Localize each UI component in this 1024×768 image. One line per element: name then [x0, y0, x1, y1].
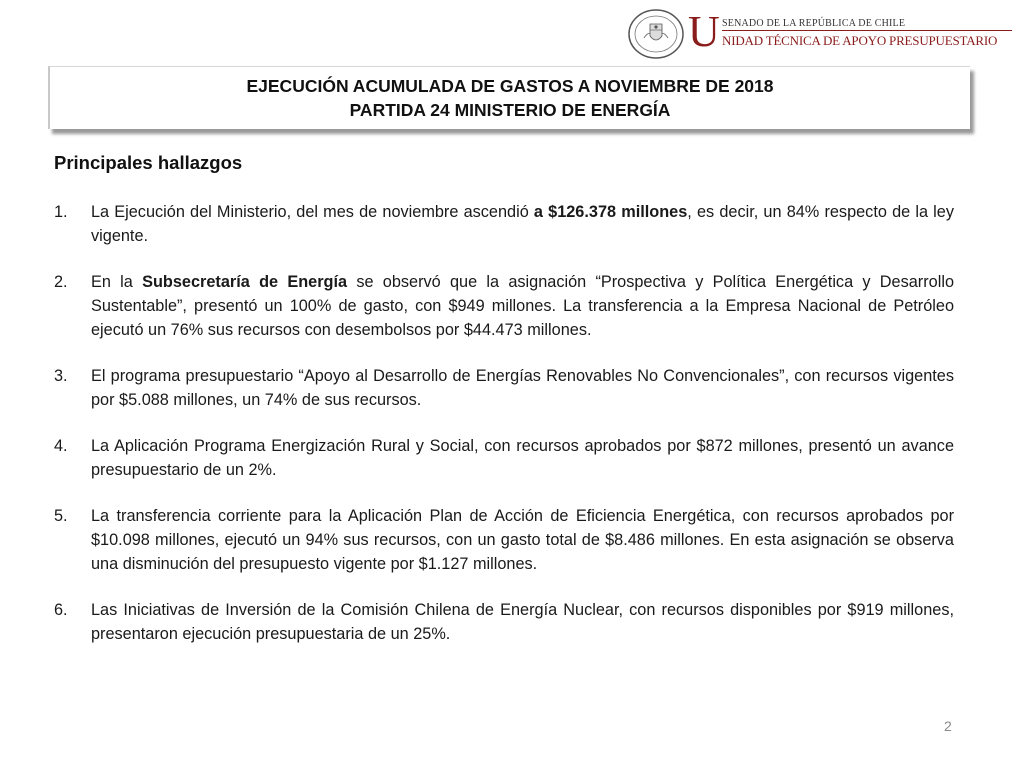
finding-item: [54, 598, 954, 646]
finding-text: La transferencia corriente para la Aplicación Plan de Acción de Eficiencia Energética, con recursos aprobados por $10.098 millones, ejecutó un 94% sus recursos, con un gasto total de $8.486 millones. En esta asignación se observa una disminución del presupuesto vigente por $1.127 millones.: [91, 507, 954, 573]
finding-number: 5.: [54, 507, 68, 525]
finding-number: 2.: [54, 273, 68, 291]
finding-emphasis: a $126.378 millones: [533, 203, 688, 221]
senate-logo: [626, 8, 1016, 62]
logo-institution-line2: NIDAD TÉCNICA DE APOYO PRESUPUESTARIO: [722, 33, 998, 48]
page-number: 2: [944, 718, 952, 734]
finding-number: 3.: [54, 367, 68, 385]
finding-text: se observó que la asignación “Prospectiva y Política Energética y Desarrollo Sustentable”, presentó un 100% de gasto, con $949 millones. La transferencia a la Empresa Nacional de Petróleo ejecutó un 76% sus recursos con desembolsos por $44.473 millones.: [91, 273, 954, 339]
finding-text: La Aplicación Programa Energización Rural y Social, con recursos aprobados por $872 millones, presentó un avance presupuestario de un 2%.: [91, 437, 954, 479]
finding-text: Las Iniciativas de Inversión de la Comisión Chilena de Energía Nuclear, con recursos disponibles por $919 millones, presentaron ejecución presupuestaria de un 25%.: [91, 601, 954, 643]
finding-item: [54, 504, 954, 576]
finding-emphasis: Subsecretaría de Energía: [142, 273, 348, 291]
finding-text: En la: [91, 273, 143, 291]
finding-item: [54, 200, 954, 248]
finding-item: [54, 270, 954, 342]
logo-initial: U: [688, 7, 720, 56]
finding-item: [54, 364, 954, 412]
finding-number: 1.: [54, 203, 68, 221]
logo-institution-line1: SENADO DE LA REPÚBLICA DE CHILE: [722, 18, 906, 29]
findings-list: [54, 200, 954, 668]
page-title: EJECUCIÓN ACUMULADA DE GASTOS A NOVIEMBRE DE 2018: [246, 76, 774, 96]
finding-item: [54, 434, 954, 482]
finding-text: , es decir, un 84% respecto de la ley vigente.: [91, 203, 954, 245]
title-box: [48, 66, 970, 129]
logo-divider: [722, 30, 1012, 31]
finding-text: El programa presupuestario “Apoyo al Desarrollo de Energías Renovables No Convencionales”, con recursos vigentes por $5.088 millones, un 74% de sus recursos.: [91, 367, 954, 409]
section-heading: Principales hallazgos: [54, 152, 243, 173]
finding-number: 4.: [54, 437, 68, 455]
page-subtitle: PARTIDA 24 MINISTERIO DE ENERGÍA: [349, 100, 671, 120]
finding-number: 6.: [54, 601, 68, 619]
finding-text: La Ejecución del Ministerio, del mes de noviembre ascendió: [91, 203, 534, 221]
senate-seal-icon: [626, 8, 686, 60]
